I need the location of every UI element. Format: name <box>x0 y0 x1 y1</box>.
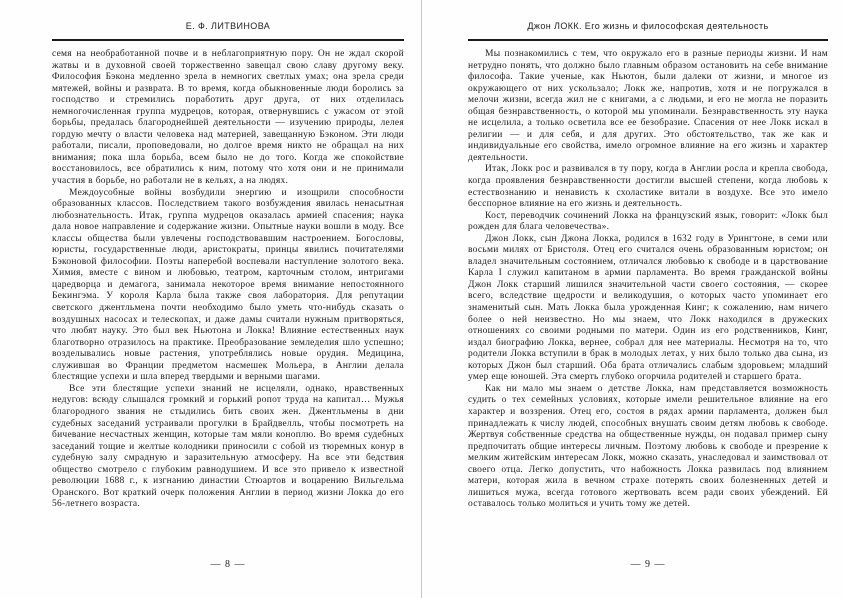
running-head-title: Джон ЛОКК. Его жизнь и философская деятельность <box>527 21 769 31</box>
page-left <box>52 0 404 598</box>
page-number-right: — 9 — <box>630 559 666 570</box>
paragraph: Как ни мало мы знаем о детстве Локка, нам представляется возможность судить о тех семейных условиях, которые имели решительное влияние на его характер и воззрения. Отец его, состоя в рядах армии парламента, должен был принадлежать к числу людей, способных внушать своим детям любовь к свободе. Жертвуя собственные средства на общественные нужды, он подавал пример сыну предпочитать общие интересы личным. Поэтому любовь к свободе и презрение к мелким житейским интересам Локк, можно сказать, унаследовал и заимствовал от своего отца. Легко допустить, что набожность Локка развилась под влиянием матери, которая жила в вечном страхе потерять своих болезненных детей и лишиться мужа, всегда готового жертвовать всем ради своих убеждений. Ей оставалось только молиться и учить тому же детей. <box>468 383 828 510</box>
paragraph: Мы познакомились с тем, что окружало его в разные периоды жизни. И нам нетрудно понять, что должно было главным образом остановить на себе внимание философа. Такие ученые, как Ньютон, были далеки от жизни, и многое из окружающего от них ускользало; Локк же, напротив, хотя и не погружался в мелочи жизни, всегда жил не с книгами, а с людьми, и его не могла не поразить общая безнравственность, о которой мы упоминали. Безнравственность эту наука не исцелила, а только осветила все ее безобразие. Спасения от нее Локк искал в религии — и для себя, и для других. Это обстоятельство, так же как и индивидуальные его свойства, имело огромное влияние на его жизнь и характер деятельности. <box>468 49 828 163</box>
paragraph: семя на необработанной почве и в неблагоприятную пору. Он не ждал скорой жатвы и в духовной своей торжественно завещал свою славу другому веку. Философия Бэкона медленно зрела в немногих светлых умах; она зрела среди мятежей, войны и разврата. В то время, когда обыкновенные люди боролись за господство и стремились поработить друг друга, от них отделилась немногочисленная группа мудрецов, которая, отвернувшись с ужасом от этой борьбы, предалась благороднейшей деятельности — изучению природы, лелея гордую мечту о власти человека над материей, завещанную Бэконом. Эти люди работали, писали, проповедовали, но долгое время никто не обращал на них внимания; пока шла борьба, всем было не до того. Когда же спокойствие восстановилось, все обратились к ним, потому что хотя они и не принимали участия в борьбе, но работали не в кельях, а на людях. <box>52 49 404 187</box>
paragraph: Джон Локк, сын Джона Локка, родился в 1632 году в Урингтоне, в семи или восьми милях от Бристоля. Отец его считался очень образованным юристом; он владел значительным состоянием, отличался любовью к свободе и в царствование Карла I служил капитаном в армии парламента. Во время гражданской войны Джон Локк старший лишился значительной части своего состояния, — скорее всего, вследствие щедрости и великодушия, о которых часто упоминает его знаменитый сын. Мать Локка была урожденная Кинг; к сожалению, нам ничего более о ней неизвестно. Но мы знаем, что Локк находился в дружеских отношениях со своими родными по матери. Один из его родственников, Кинг, издал биографию Локка, вернее, собрал для нее материалы. Несмотря на то, что родители Локка вступили в брак в молодых летах, у них было только два сына, из которых Джон был старший. Оба брата отличались слабым здоровьем; младший умер еще юношей. Эта смерть глубоко огорчила родителей и старшего брата. <box>468 233 828 383</box>
header-rule <box>52 39 404 41</box>
page-body-right <box>468 49 828 511</box>
page-body-left <box>52 49 404 511</box>
running-head-author: Е. Ф. ЛИТВИНОВА <box>185 21 271 31</box>
page-right <box>468 0 828 598</box>
page-gutter-divider <box>421 0 422 598</box>
paragraph: Все эти блестящие успехи знаний не исцеляли, однако, нравственных недугов: всюду слышался громкий и горький ропот труда на капитал… Мужья благородного звания не стыдились бить своих жен. Джентльмены в дни судебных заседаний устраивали прогулки в Брайдвелль, чтобы посмотреть на бичевание несчастных женщин, которые там мяли коноплю. Во время судебных заседаний тощие и желтые колодники приносили с собой из тюремных конур в судебную залу смрадную и заразительную атмосферу. На все эти бедствия общество смотрело с глубоким равнодушием. И все это привело к известной революции 1688 г., к изгнанию династии Стюартов и воцарению Вильгельма Оранского. Вот краткий очерк положения Англии в период жизни Локка до его 56-летнего возраста. <box>52 383 404 510</box>
header-rule <box>468 39 828 41</box>
page-number-left: — 8 — <box>210 559 246 570</box>
paragraph: Междоусобные войны возбудили энергию и изощрили способности образованных классов. Последствием такого возбуждения явилась ненасытная любознательность. Итак, группа мудрецов оказалась армией спасения; наука дала новое направление и содержание жизни. Опытные науки вошли в моду. Все классы общества были увлечены господствовавшим настроением. Богословы, юристы, государственные люди, аристократы, принцы явились почитателями Бэконовой философии. Поэты наперебой воспевали наступление золотого века. Химия, вместе с вином и любовью, театром, карточным столом, интригами царедворца и демагога, занимала некоторое время внимание непостоянного Бекингэма. У короля Карла была также своя лаборатория. Для репутации светского джентльмена почти необходимо было уметь что-нибудь сказать о воздушных насосах и телескопах, и даже дамы считали нужным притворяться, что любят науку. Это был век Ньютона и Локка! Влияние естественных наук благотворно отразилось на практике. Преобразование земледелия шло успешно; возделывались новые растения, употреблялись новые орудия. Медицина, служившая во Франции предметом насмешек Мольера, в Англии делала блестящие успехи и шла вперед твердыми и верными шагами. <box>52 187 404 383</box>
paragraph: Итак, Локк рос и развивался в ту пору, когда в Англии росла и крепла свобода, когда проявления безнравственности достигли высшей степени, когда любовь к естествознанию и ненависть к схоластике витали в воздухе. Все это имело бесспорное влияние на его жизнь и деятельность. <box>468 164 828 210</box>
paragraph: Кост, переводчик сочинений Локка на французский язык, говорит: «Локк был рожден для блага человечества». <box>468 210 828 233</box>
